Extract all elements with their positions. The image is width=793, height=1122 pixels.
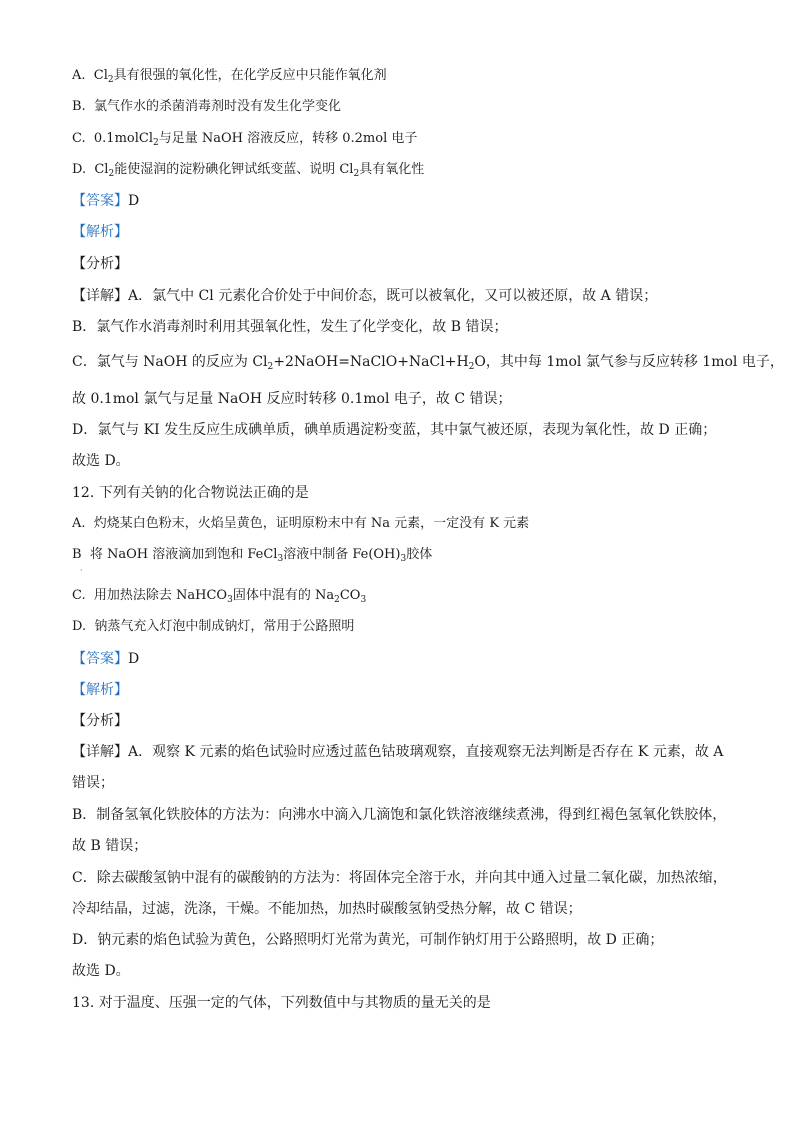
q12-detail-4: D．钠元素的焰色试验为黄色，公路照明灯光常为黄光，可制作钠灯用于公路照明，故 D 正确； — [72, 932, 664, 948]
q11-option-b: B. 氯气作水的杀菌消毒剂时没有发生化学变化 — [72, 99, 341, 114]
q12-option-d: D. 钠蒸气充入灯泡中制成钠灯，常用于公路照明 — [72, 619, 355, 634]
q12-answer: 【答案】D — [72, 651, 140, 667]
answer-tag: 【答案】 — [72, 193, 128, 209]
q11-analysis-tag: 【解析】 — [72, 224, 128, 240]
q12-fenxi-tag: 【分析】 — [72, 713, 128, 729]
q12-option-b: B 将 NaOH 溶液滴加到饱和 FeCl$_3$溶液中制备 $Fe(OH)_3$胶体 — [72, 547, 433, 564]
q11-option-d: D. $Cl_2$能使湿润的淀粉碘化钾试纸变蓝、说明 $Cl_2$具有氧化性 — [72, 162, 425, 179]
q11-conclusion: 故选 D。 — [72, 453, 130, 469]
q12-detail-3b: 冷却结晶，过滤，洗涤，干燥。不能加热，加热时碳酸氢钠受热分解，故 C 错误； — [72, 901, 582, 917]
q12-detail-1a: 【详解】A．观察 K 元素的焰色试验时应透过蓝色钴玻璃观察，直接观察无法判断是否存在 K 元素，故 A — [72, 744, 724, 760]
answer-tag: 【答案】 — [72, 651, 128, 667]
q12-analysis-tag: 【解析】 — [72, 682, 128, 698]
stray-dot: · — [80, 566, 83, 575]
q11-detail-3: C．氯气与 NaOH 的反应为 $Cl_2+2NaOH=NaClO+NaCl+H_2O$，其中每 1mol 氯气参与反应转移 1mol 电子， — [72, 354, 784, 372]
q11-detail-4: 故 0.1mol 氯气与足量 NaOH 反应时转移 0.1mol 电子，故 C 错误； — [72, 391, 512, 407]
q11-option-c: C. 0.1molCl$_2$与足量 NaOH 溶液反应，转移 0.2mol 电子 — [72, 131, 418, 148]
q11-detail-1: 【详解】A．氯气中 Cl 元素化合价处于中间价态，既可以被氧化，又可以被还原，故 A 错误； — [72, 288, 658, 304]
q11-fenxi-tag: 【分析】 — [72, 256, 128, 272]
q11-detail-5: D．氯气与 KI 发生反应生成碘单质，碘单质遇淀粉变蓝，其中氯气被还原，表现为氧化性，故 D 正确； — [72, 422, 717, 438]
q11-detail-2: B．氯气作水消毒剂时利用其强氧化性，发生了化学变化，故 B 错误； — [72, 319, 508, 335]
q11-answer: 【答案】D — [72, 193, 140, 209]
q11-option-a: A. $Cl_2$具有很强的氧化性，在化学反应中只能作氧化剂 — [72, 68, 387, 85]
q12-option-c: C. 用加热法除去 NaHCO$_3$固体中混有的 $Na_2CO_3$ — [72, 588, 367, 605]
q12-option-a: A. 灼烧某白色粉末，火焰呈黄色，证明原粉末中有 Na 元素，一定没有 K 元素 — [72, 516, 530, 531]
q12-detail-2b: 故 B 错误； — [72, 838, 148, 854]
q12-detail-1b: 错误； — [72, 775, 114, 791]
q12-detail-3a: C．除去碳酸氢钠中混有的碳酸钠的方法为：将固体完全溶于水，并向其中通入过量二氧化碳，加热浓缩， — [72, 870, 727, 886]
q12-detail-2a: B．制备氢氧化铁胶体的方法为：向沸水中滴入几滴饱和氯化铁溶液继续煮沸，得到红褐色氢氧化铁胶体， — [72, 807, 727, 823]
q12-stem: 12. 下列有关钠的化合物说法正确的是 — [72, 485, 309, 501]
q12-conclusion: 故选 D。 — [72, 963, 130, 979]
q13-stem: 13. 对于温度、压强一定的气体，下列数值中与其物质的量无关的是 — [72, 995, 491, 1011]
